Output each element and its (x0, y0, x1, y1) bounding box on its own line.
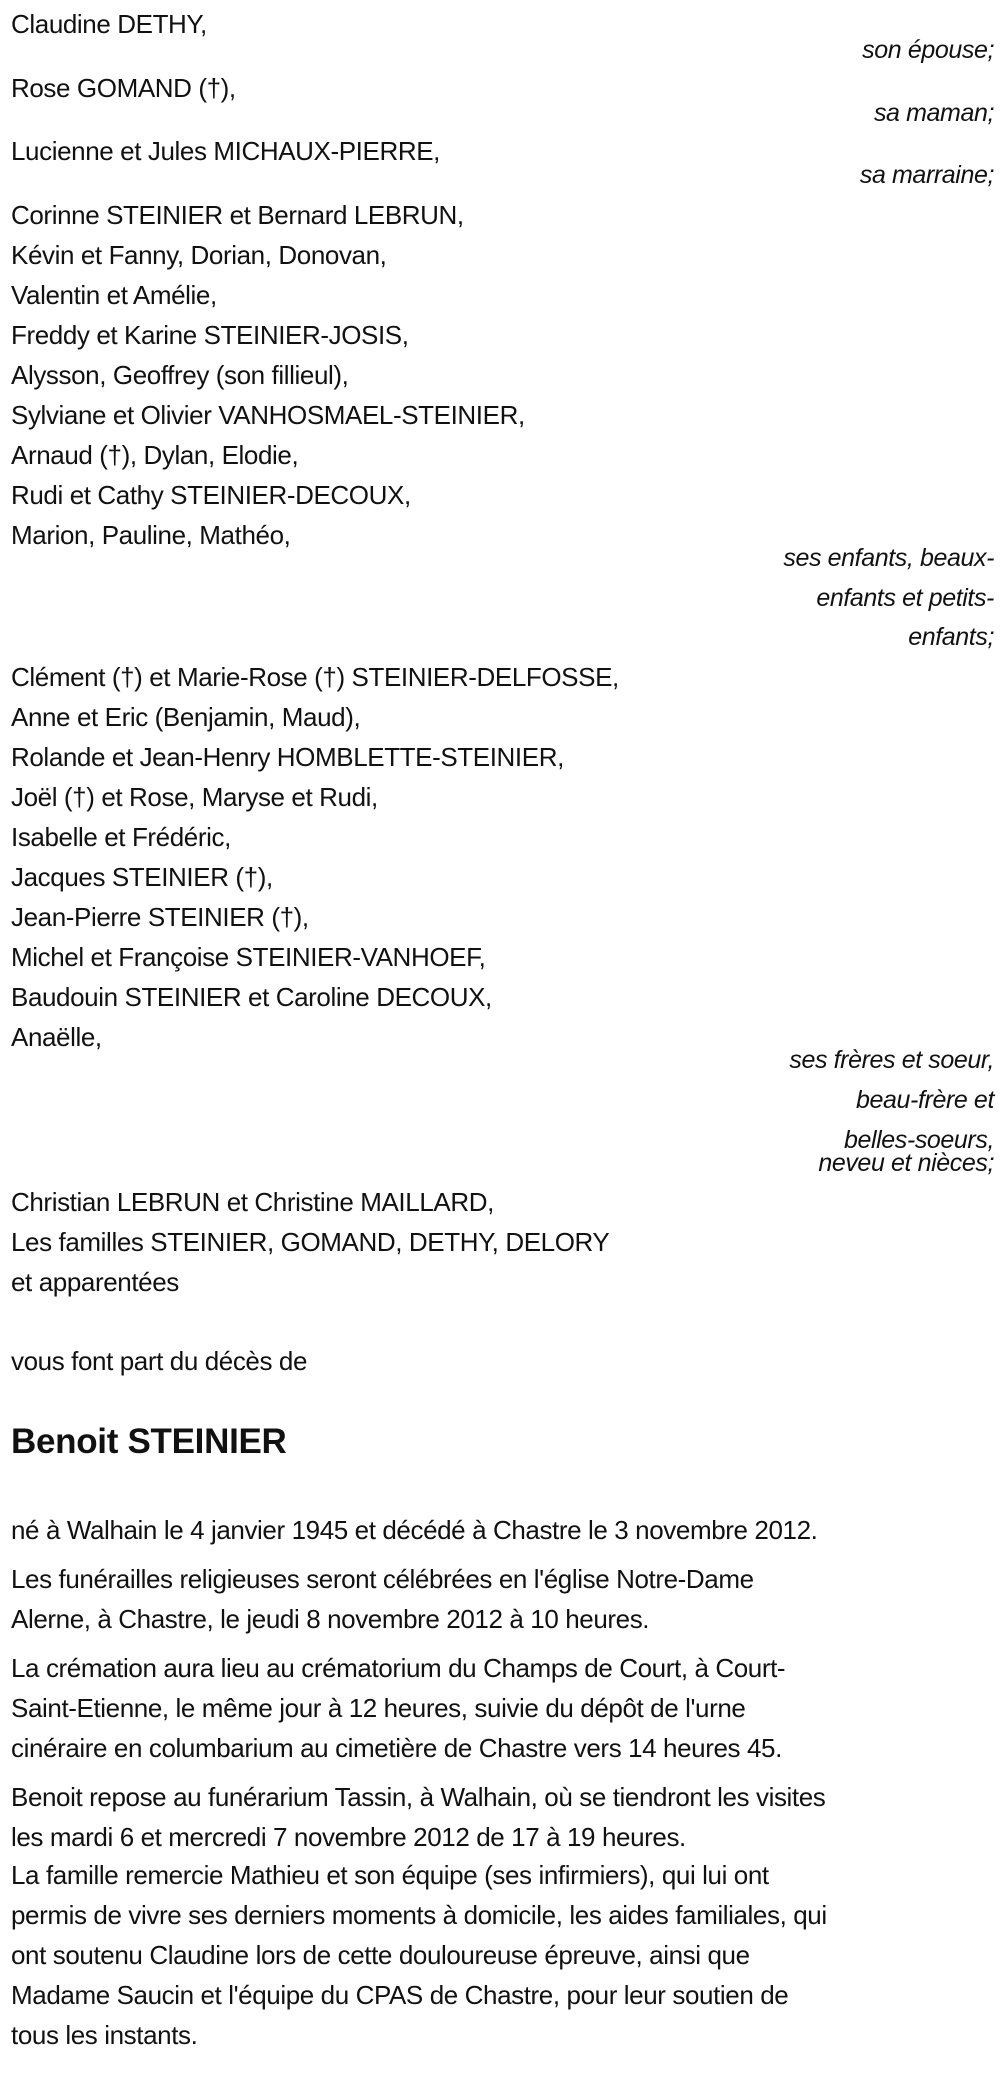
thanks-line: Madame Saucin et l'équipe du CPAS de Chastre, pour leur soutien de (11, 1980, 789, 2010)
funeral-line: Les funérailles religieuses seront célébrées en l'église Notre-Dame (11, 1564, 754, 1594)
siblings-role: neveu et nièces; (818, 1149, 994, 1177)
children-line: Valentin et Amélie, (11, 280, 217, 310)
others-line: Christian LEBRUN et Christine MAILLARD, (11, 1187, 494, 1217)
others-line: Les familles STEINIER, GOMAND, DETHY, DELORY (11, 1227, 610, 1257)
children-line: Freddy et Karine STEINIER-JOSIS, (11, 320, 409, 350)
funeral-line: Alerne, à Chastre, le jeudi 8 novembre 2012 à 10 heures. (11, 1604, 650, 1634)
siblings-role: beau-frère et (856, 1086, 994, 1114)
deceased-name: Benoit STEINIER (11, 1422, 287, 1461)
siblings-line: Joël (†) et Rose, Maryse et Rudi, (11, 782, 378, 812)
thanks-line: ont soutenu Claudine lors de cette douloureuse épreuve, ainsi que (11, 1940, 750, 1970)
birth-death-line: né à Walhain le 4 janvier 1945 et décédé à Chastre le 3 novembre 2012. (11, 1515, 818, 1545)
siblings-line: Jacques STEINIER (†), (11, 862, 273, 892)
children-role: ses enfants, beaux- (783, 544, 994, 572)
mother-role: sa maman; (873, 99, 994, 127)
siblings-line: Rolande et Jean-Henry HOMBLETTE-STEINIER, (11, 742, 564, 772)
children-line: Arnaud (†), Dylan, Elodie, (11, 440, 299, 470)
children-line: Marion, Pauline, Mathéo, (11, 520, 291, 550)
cremation-line: Saint-Etienne, le même jour à 12 heures, suivie du dépôt de l'urne (11, 1693, 746, 1723)
godmother-role: sa marraine; (859, 161, 994, 189)
thanks-line: permis de vivre ses derniers moments à domicile, les aides familiales, qui (11, 1900, 827, 1930)
cremation-line: cinéraire en columbarium au cimetière de Chastre vers 14 heures 45. (11, 1733, 782, 1763)
siblings-line: Baudouin STEINIER et Caroline DECOUX, (11, 982, 492, 1012)
cremation-line: La crémation aura lieu au crématorium du Champs de Court, à Court- (11, 1653, 786, 1683)
siblings-line: Clément (†) et Marie-Rose (†) STEINIER-DELFOSSE, (11, 662, 619, 692)
visits-line: Benoit repose au funérarium Tassin, à Walhain, où se tiendront les visites (11, 1782, 826, 1812)
spouse-role: son épouse; (862, 36, 994, 64)
announcement: vous font part du décès de (11, 1346, 308, 1376)
thanks-line: La famille remercie Mathieu et son équipe (ses infirmiers), qui lui ont (11, 1860, 769, 1890)
spouse: Claudine DETHY, (11, 9, 207, 39)
siblings-line: Isabelle et Frédéric, (11, 822, 231, 852)
siblings-role: belles-soeurs, (843, 1126, 994, 1154)
visits-line: les mardi 6 et mercredi 7 novembre 2012 de 17 à 19 heures. (11, 1822, 686, 1852)
children-line: Alysson, Geoffrey (son fillieul), (11, 360, 349, 390)
children-line: Rudi et Cathy STEINIER-DECOUX, (11, 480, 411, 510)
siblings-line: Anne et Eric (Benjamin, Maud), (11, 702, 361, 732)
godmother: Lucienne et Jules MICHAUX-PIERRE, (11, 136, 440, 166)
children-role: enfants; (908, 623, 994, 651)
siblings-line: Anaëlle, (11, 1022, 102, 1052)
siblings-role: ses frères et soeur, (789, 1046, 994, 1074)
others-line: et apparentées (11, 1267, 179, 1297)
children-line: Corinne STEINIER et Bernard LEBRUN, (11, 200, 464, 230)
children-role: enfants et petits- (816, 584, 994, 612)
children-line: Sylviane et Olivier VANHOSMAEL-STEINIER, (11, 400, 525, 430)
siblings-line: Michel et Françoise STEINIER-VANHOEF, (11, 942, 486, 972)
siblings-line: Jean-Pierre STEINIER (†), (11, 902, 309, 932)
thanks-line: tous les instants. (11, 2020, 198, 2050)
children-line: Kévin et Fanny, Dorian, Donovan, (11, 240, 387, 270)
mother: Rose GOMAND (†), (11, 73, 236, 103)
